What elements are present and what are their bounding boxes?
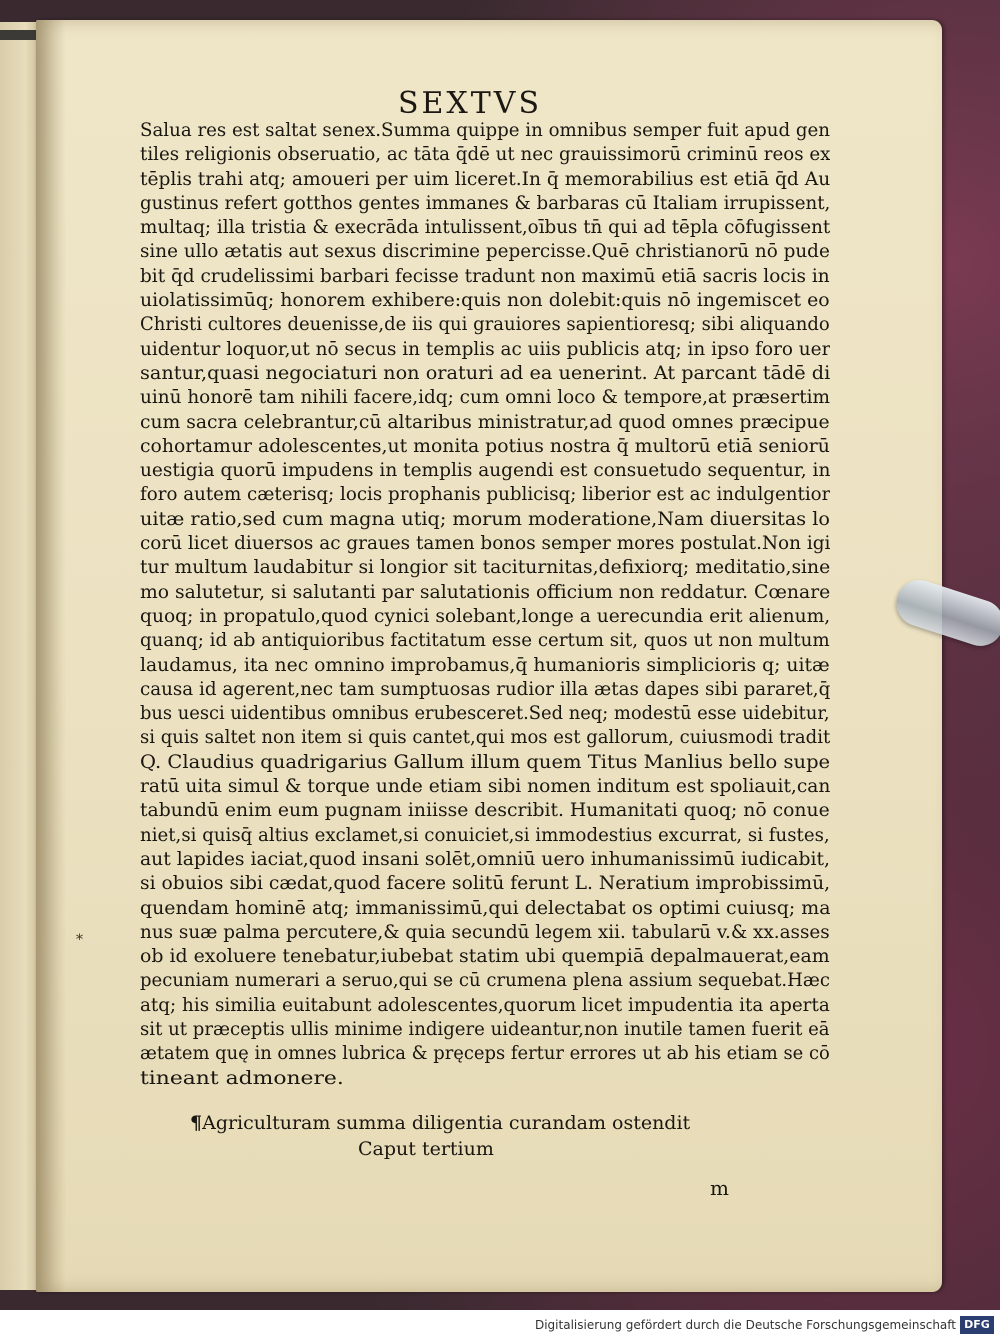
text-line: atq; his similia euitabunt adolescentes,quorum licet impudentia ita aperta [140, 993, 830, 1016]
chapter-heading [190, 1110, 750, 1162]
text-line: si obuios sibi cædat,quod facere solitū ferunt L. Neratium improbissimū, [140, 872, 830, 895]
text-line: ratū uita simul & torque unde etiam sibi nomen inditum est spoliauit,can [140, 775, 830, 798]
chapter-title: Agriculturam summa diligentia curandam ostendit [202, 1112, 691, 1134]
chapter-number: Caput tertium [358, 1138, 494, 1160]
text-line: Christi cultores deuenisse,de iis qui grauiores sapientioresq; sibi aliquando [140, 313, 830, 336]
bookmark-ribbon [0, 30, 40, 40]
text-line: corū licet diuersos ac graues tamen bonos semper mores postulat.Non igi [140, 532, 830, 555]
body-text [140, 118, 830, 1090]
pilcrow-icon: ¶ [190, 1112, 203, 1134]
text-line: tur multum laudabitur si longior sit taciturnitas,defixiorq; meditatio,sine [140, 556, 830, 579]
text-line: uiolatissimūq; honorem exhibere:quis non dolebit:quis nō ingemiscet eo [140, 289, 830, 312]
running-header: SEXTVS [397, 86, 543, 121]
text-line: tabundū enim eum pugnam iniisse describit. Humanitati quoq; nō conue [140, 799, 830, 822]
text-line: sit ut præceptis ullis minime indigere uideantur,non inutile tamen fuerit eā [140, 1017, 830, 1040]
page-gutter-shadow [36, 20, 66, 1292]
text-line: bus uesci uidentibus omnibus erubesceret.Sed neq; modestū esse uidebitur, [140, 702, 830, 725]
text-line: quoq; in propatulo,quod cynici solebant,longe a uerecundia erit alienum, [140, 604, 830, 627]
footer-credit: Digitalisierung gefördert durch die Deutsche Forschungsgemeinschaft [534, 1318, 956, 1332]
signature-mark: m [710, 1176, 729, 1200]
text-line: multaq; illa tristia & execrāda intulissent,oībus tn̄ qui ad tēpla cōfugissent [140, 216, 830, 239]
footer-bar [0, 1310, 1000, 1340]
text-line: foro autem cæterisq; locis prophanis publicisq; liberior est ac indulgentior [140, 483, 830, 506]
text-line: tēplis trahi atq; amoueri per uim liceret.In q̄ memorabilius est etiā q̄d Au [140, 167, 830, 190]
dfg-logo: DFG [960, 1316, 994, 1334]
text-line: Salua res est saltat senex.Summa quippe in omnibus semper fuit apud gen [140, 119, 830, 141]
text-line: si quis saltet non item si quis cantet,qui mos est gallorum, cuiusmodi tradit [140, 726, 830, 749]
text-line: mo salutetur, si salutanti par salutationis officium non reddatur. Cœnare [140, 580, 830, 603]
text-line: quanq; id ab antiquioribus factitatum esse certum sit, quos ut non multum [140, 629, 830, 652]
text-line: uitæ ratio,sed cum magna utiq; morum moderatione,Nam diuersitas lo [140, 507, 830, 530]
text-line: tiles religionis obseruatio, ac tāta q̄dē ut nec grauissimorū criminū reos ex [140, 143, 830, 166]
text-line: uinū honorē tam nihili facere,idq; cum omni loco & tempore,at præsertim [140, 386, 830, 409]
text-line: pecuniam numerari a seruo,qui se cū crumena plena assium sequebat.Hæc [140, 969, 830, 992]
text-line: cum sacra celebrantur,cū altaribus ministratur,ad quod omnes præcipue [140, 410, 830, 433]
text-line: niet,si quisq̄ altius exclamet,si conuiciet,si immodestius excurrat, si fustes, [140, 823, 830, 846]
text-line: ætatem quę in omnes lubrica & pręceps fertur errores ut ab his etiam se cō [140, 1042, 830, 1065]
text-line: aut lapides iaciat,quod insani solēt,omniū uero inhumanissimū iudicabit, [140, 847, 830, 870]
chapter-title-line [190, 1110, 750, 1136]
text-line: bit q̄d crudelissimi barbari fecisse tradunt non maximū etiā sacris locis in [140, 264, 830, 287]
text-line: santur,quasi negociaturi non oraturi ad ea uenerint. At parcant tādē di [140, 361, 830, 384]
text-line: quendam hominē atq; immanissimū,qui delectabat os optimi cuiusq; ma [140, 896, 830, 919]
text-line: tineant admonere. [140, 1066, 344, 1089]
text-line: gustinus refert gotthos gentes immanes & barbaras cū Italiam irrupissent, [140, 191, 830, 214]
text-line: uidentur loquor,ut nō secus in templis ac uiis publicis atq; in ipso foro uer [140, 337, 830, 360]
margin-mark: * [76, 932, 83, 948]
text-line: nus suæ palma percutere,& quia secundū legem xii. tabularū v.& xx.asses [140, 920, 830, 943]
text-line: ob id exoluere tenebatur,iubebat statim ubi quempiā depalmauerat,eam [140, 945, 830, 968]
text-line: causa id agerent,nec tam sumptuosas rudior illa ætas dapes sibi pararet,q̄ [140, 677, 830, 700]
text-line: uestigia quorū impudens in templis augendi est consuetudo sequentur, in [140, 459, 830, 482]
text-line: laudamus, ita nec omnino improbamus,q̄ humanioris simplicioris q; uitæ [140, 653, 830, 676]
text-line: sine ullo ætatis aut sexus discrimine pepercisse.Quē christianorū nō pude [140, 240, 830, 263]
text-line: Q. Claudius quadrigarius Gallum illum quem Titus Manlius bello supe [140, 750, 830, 773]
text-line: cohortamur adolescentes,ut monita potius nostra q̄ multorū etiā seniorū [140, 434, 830, 457]
